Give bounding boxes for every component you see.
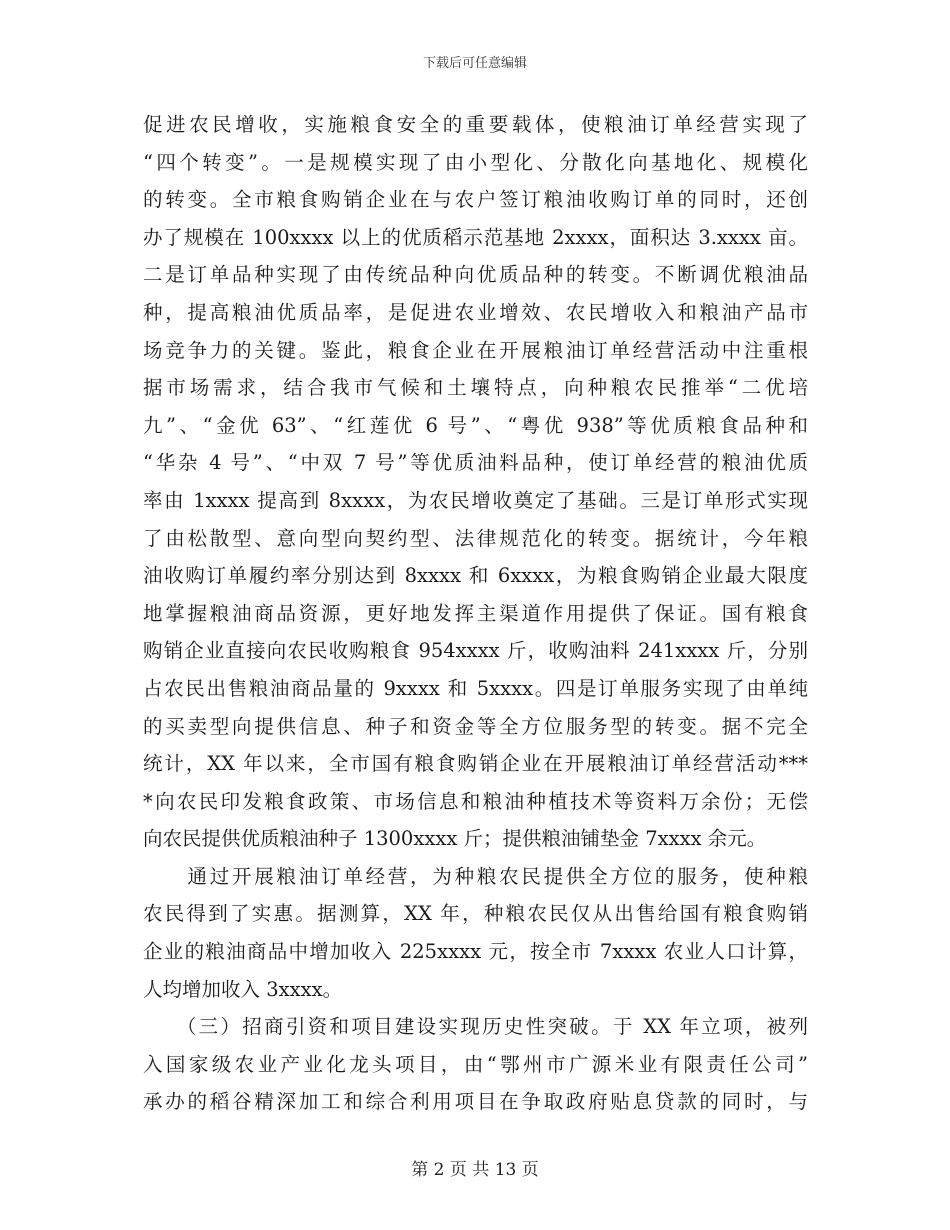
text-line-9: 九”、“金优 63”、“红莲优 6 号”、“粤优 938”等优质粮食品种和 bbox=[143, 413, 808, 437]
text-line-3: 的转变。全市粮食购销企业在与农户签订粮油收购订单的同时，还创 bbox=[143, 188, 808, 212]
text-line-26: 入国家级农业产业化龙头项目，由“鄂州市广源米业有限责任公司” bbox=[143, 1052, 808, 1076]
text-line-21: 通过开展粮油订单经营，为种粮农民提供全方位的服务，使种粮 bbox=[143, 864, 808, 888]
text-line-15: 购销企业直接向农民收购粮食 954xxxx 斤，收购油料 241xxxx 斤，分别 bbox=[143, 639, 808, 663]
text-line-11: 率由 1xxxx 提高到 8xxxx，为农民增收奠定了基础。三是订单形式实现 bbox=[143, 488, 808, 512]
text-line-13: 油收购订单履约率分别达到 8xxxx 和 6xxxx，为粮食购销企业最大限度 bbox=[143, 564, 808, 588]
text-line-25: （三）招商引资和项目建设实现历史性突破。于 XX 年立项，被列 bbox=[143, 1015, 808, 1039]
text-line-18: 统计，XX 年以来，全市国有粮食购销企业在开展粮油订单经营活动*** bbox=[143, 752, 808, 776]
text-line-16: 占农民出售粮油商品量的 9xxxx 和 5xxxx。四是订单服务实现了由单纯 bbox=[143, 676, 808, 700]
text-line-24: 人均增加收入 3xxxx。 bbox=[143, 977, 343, 1001]
text-line-7: 场竞争力的关键。鉴此，粮食企业在开展粮油订单经营活动中注重根 bbox=[143, 338, 808, 362]
document-body bbox=[143, 106, 808, 1121]
text-line-1: 促进农民增收，实施粮食安全的重要载体，使粮油订单经营实现了 bbox=[143, 113, 808, 136]
text-line-20: 向农民提供优质粮油种子 1300xxxx 斤；提供粮油铺垫金 7xxxx 余元。 bbox=[143, 827, 767, 851]
text-line-6: 种，提高粮油优质品率，是促进农业增效、农民增收入和粮油产品市 bbox=[143, 300, 808, 324]
text-line-2: “四个转变”。一是规模实现了由小型化、分散化向基地化、规模化 bbox=[143, 150, 808, 174]
page-number-footer: 第 2 页 共 13 页 bbox=[411, 1160, 539, 1180]
text-line-5: 二是订单品种实现了由传统品种向优质品种的转变。不断调优粮油品 bbox=[143, 263, 808, 287]
text-line-19: *向农民印发粮食政策、市场信息和粮油种植技术等资料万余份；无偿 bbox=[143, 789, 808, 813]
text-line-14: 地掌握粮油商品资源，更好地发挥主渠道作用提供了保证。国有粮食 bbox=[143, 601, 808, 625]
text-line-22: 农民得到了实惠。据测算，XX 年，种粮农民仅从出售给国有粮食购销 bbox=[143, 902, 808, 926]
text-line-27: 承办的稻谷精深加工和综合利用项目在争取政府贴息贷款的同时，与 bbox=[143, 1090, 808, 1114]
text-line-10: “华杂 4 号”、“中双 7 号”等优质油料品种，使订单经营的粮油优质 bbox=[143, 451, 808, 475]
text-line-8: 据市场需求，结合我市气候和土壤特点，向种粮农民推举“二优培 bbox=[143, 376, 808, 400]
text-line-4: 办了规模在 100xxxx 以上的优质稻示范基地 2xxxx，面积达 3.xxxx 亩。 bbox=[143, 225, 808, 249]
text-line-12: 了由松散型、意向型向契约型、法律规范化的转变。据统计，今年粮 bbox=[143, 526, 808, 550]
page-header: 下载后可任意编辑 bbox=[422, 56, 527, 71]
text-line-17: 的买卖型向提供信息、种子和资金等全方位服务型的转变。据不完全 bbox=[143, 714, 808, 738]
text-line-23: 企业的粮油商品中增加收入 225xxxx 元，按全市 7xxxx 农业人口计算， bbox=[143, 940, 808, 964]
